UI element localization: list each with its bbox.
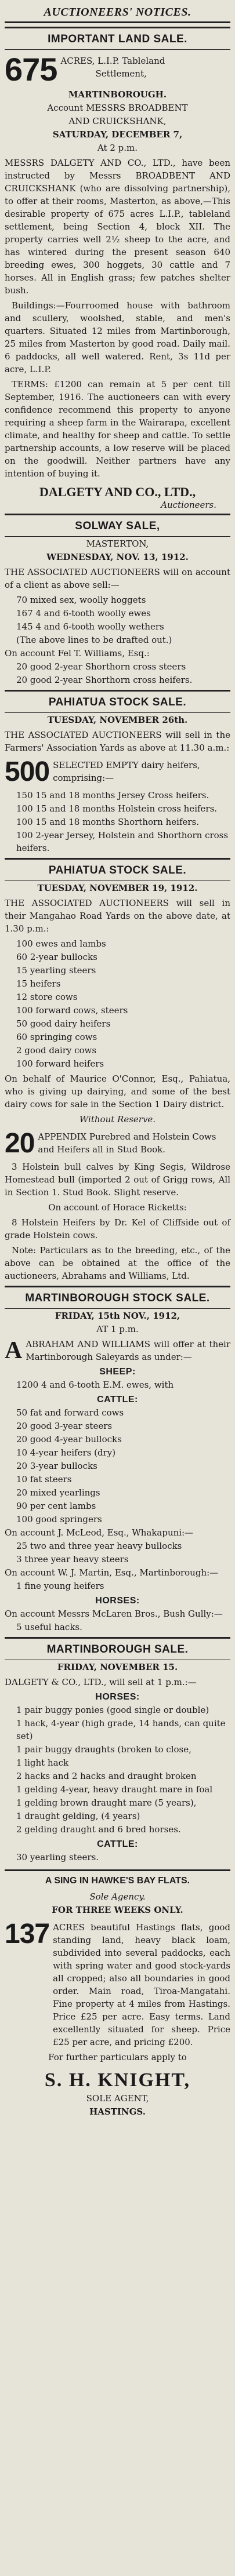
pahiatua2-item: 60 2-year bullocks bbox=[16, 952, 97, 962]
hawkes-lead bbox=[5, 1920, 230, 2049]
hawkes-town: HASTINGS. bbox=[89, 2106, 146, 2117]
pahiatua2-item: 50 good dairy heifers bbox=[16, 1018, 111, 1029]
martin2-horse-item: 1 hack, 4-year (high grade, 14 hands, can quite set) bbox=[16, 1718, 226, 1741]
pahiatua2-item: 100 forward cows, steers bbox=[16, 1005, 128, 1016]
solway-item: (The above lines to be drafted out.) bbox=[16, 635, 172, 645]
important-lead-text bbox=[60, 53, 165, 80]
martin1-sheep-label: SHEEP: bbox=[99, 1367, 136, 1377]
martin2-horse-item: 1 light hack bbox=[16, 1758, 69, 1768]
martin1-cattle-item: On account J. McLeod, Esq., Whakapuni:— bbox=[5, 1527, 194, 1538]
important-banner: IMPORTANT LAND SALE. bbox=[5, 27, 230, 50]
martin1-date: FRIDAY, 15th NOV., 1912, bbox=[55, 1311, 180, 1321]
martin1-cattle-item: 3 three year heavy steers bbox=[16, 1554, 129, 1564]
martin1-cattle-label: CATTLE: bbox=[97, 1395, 138, 1405]
important-body-1: MESSRS DALGETY AND CO., LTD., have been instructed by Messrs BROADBENT AND CRUICKSHANK (who are dissolving partnership), to offer at their rooms, Masterton, as above,—This desirable property of 675 acres L.I.P., tableland settlement, being Section 4, block XII. The property carries well 2½ sheep to the acre, and has wintered during the present season 640 breeding ewes, 300 hoggets, 30 cattle and 7 horses. All in English grass; few patches shelter bush. bbox=[5, 158, 230, 296]
hawkes-sole: Sole Agency. bbox=[89, 1891, 146, 1902]
martin2-horse-item: 1 draught gelding, (4 years) bbox=[16, 1811, 140, 1821]
pahiatua2-append-number: 20 bbox=[5, 1128, 35, 1159]
martin1-horses-label: HORSES: bbox=[95, 1596, 140, 1606]
pahiatua2-item: 15 heifers bbox=[16, 978, 61, 989]
pahiatua2-append-item: On account of Horace Ricketts: bbox=[48, 1202, 187, 1213]
martin2-horse-item: 2 gelding draught and 6 bred horses. bbox=[16, 1824, 181, 1835]
martin2-horse-item: 1 pair buggy ponies (good single or double) bbox=[16, 1705, 209, 1715]
martin1-cattle-item: On account W. J. Martin, Esq., Martinborough:— bbox=[5, 1567, 219, 1578]
page-title: AUCTIONEERS' NOTICES. bbox=[5, 2, 230, 23]
martin1-horse-item: 5 useful hacks. bbox=[16, 1622, 82, 1632]
pahiatua1-big-text: SELECTED EMPTY dairy heifers, comprising:— bbox=[53, 760, 200, 783]
pahiatua1-item: 100 2-year Jersey, Holstein and Shorthorn cross heifers. bbox=[16, 830, 229, 853]
martin2-horse-item: 1 gelding brown draught mare (5 years), bbox=[16, 1798, 197, 1808]
pahiatua2-append-text: APPENDIX Purebred and Holstein Cows and Heifers all in Stud Book. bbox=[38, 1131, 216, 1155]
martin1-cattle-item: 50 fat and forward cows bbox=[16, 1407, 124, 1418]
pahiatua2-note: Note: Particulars as to the breeding, etc., of the above can be obtained at the office of the auctioneers, Abrahams and Williams, Ltd. bbox=[5, 1245, 230, 1281]
dropcap-a: A bbox=[5, 1337, 23, 1364]
pahiatua2-item: 15 yearling steers bbox=[16, 965, 96, 976]
important-body-2: Buildings:—Fourroomed house with bathroom and scullery, woolshed, stable, and men's quarters. Situated 12 miles from Martinborough, 25 miles from Masterton by good road. Daily mail. 6 paddocks, all well watered. Rent, 3s 11d per acre, L.I.P. bbox=[5, 300, 230, 374]
martin1-cattle-item: 20 good 4-year bullocks bbox=[16, 1434, 122, 1445]
solway-item: 145 4 and 6-tooth woolly wethers bbox=[16, 621, 164, 632]
pahiatua1-date: TUESDAY, NOVEMBER 26th. bbox=[47, 715, 188, 725]
pahiatua1-item: 100 15 and 18 months Shorthorn heifers. bbox=[16, 817, 200, 827]
martin1-time: AT 1 p.m. bbox=[96, 1324, 139, 1334]
pahiatua2-without-reserve: Without Reserve. bbox=[79, 1114, 156, 1125]
hawkes-big-number: 137 bbox=[5, 1919, 50, 1949]
important-company: DALGETY AND CO., LTD., bbox=[39, 485, 196, 499]
lead-line: Account MESSRS BROADBENT bbox=[47, 103, 188, 113]
lead-line: Settlement, bbox=[95, 68, 147, 79]
lead-line: MARTINBOROUGH. bbox=[68, 89, 167, 100]
martin1-sheep-item: 1200 4 and 6-tooth E.M. ewes, with bbox=[16, 1380, 174, 1390]
hawkes-further: For further particulars apply to bbox=[48, 2052, 187, 2062]
important-body-3: TERMS: £1200 can remain at 5 per cent till September, 1916. The auctioneers can with every confidence recommend this property to anyone requiring a sheep farm in the Wairarapa, excellent climate, and healthy for sheep and cattle. To settle partnership accounts, a low reserve will be placed on the goodwill. Neither partners have any intention of buying it. bbox=[5, 379, 230, 479]
martin1-cattle-item: 90 per cent lambs bbox=[16, 1501, 96, 1511]
hawkes-agent: S. H. KNIGHT, bbox=[44, 2069, 191, 2091]
lead-line: AND CRUICKSHANK, bbox=[68, 116, 167, 126]
lead-line: At 2 p.m. bbox=[97, 143, 138, 153]
martin1-cattle-item: 20 mixed yearlings bbox=[16, 1487, 100, 1498]
pahiatua2-item-long: On behalf of Maurice O'Connor, Esq., Pahiatua, who is giving up dairying, and some of the best dairy cows for sale in the Section 1 Dairy district. bbox=[5, 1074, 230, 1109]
hawkes-weeks: FOR THREE WEEKS ONLY. bbox=[52, 1905, 183, 1915]
important-big-number: 675 bbox=[5, 51, 57, 88]
martin1-horse-item: On account Messrs McLaren Bros., Bush Gully:— bbox=[5, 1609, 223, 1619]
martin2-horse-item: 2 hacks and 2 hacks and draught broken bbox=[16, 1771, 197, 1781]
martin2-horse-item: 1 gelding 4-year, heavy draught mare in foal bbox=[16, 1784, 213, 1795]
pahiatua1-item: 100 15 and 18 months Holstein cross heifers. bbox=[16, 803, 218, 814]
important-lead bbox=[5, 53, 230, 86]
pahiatua2-item: 60 springing cows bbox=[16, 1032, 97, 1042]
pahiatua1-intro: THE ASSOCIATED AUCTIONEERS will sell in the Farmers' Association Yards as above at 11.30 a.m.: bbox=[5, 730, 230, 753]
martin2-intro: DALGETY & CO., LTD., will sell at 1 p.m.:— bbox=[5, 1677, 197, 1687]
pahiatua1-lead bbox=[5, 758, 230, 787]
martin2-date: FRIDAY, NOVEMBER 15. bbox=[57, 1662, 178, 1672]
solway-account: On account Fel T. Williams, Esq.: bbox=[5, 648, 150, 658]
solway-acc-item: 20 good 2-year Shorthorn cross heifers. bbox=[16, 675, 193, 685]
pahiatua2-item: 100 forward heifers bbox=[16, 1058, 104, 1069]
solway-heading: SOLWAY SALE, bbox=[5, 514, 230, 537]
martin2-heading: MARTINBOROUGH SALE. bbox=[5, 1637, 230, 1660]
pahiatua1-heading: PAHIATUA STOCK SALE. bbox=[5, 690, 230, 713]
martin1-heading: MARTINBOROUGH STOCK SALE. bbox=[5, 1286, 230, 1309]
lead-line: SATURDAY, DECEMBER 7, bbox=[52, 129, 183, 140]
martin1-cattle-item: 10 4-year heifers (dry) bbox=[16, 1447, 116, 1458]
hawkes-agent-sub: SOLE AGENT, bbox=[86, 2093, 149, 2104]
solway-date: WEDNESDAY, NOV. 13, 1912. bbox=[46, 552, 189, 562]
martin2-horses-label: HORSES: bbox=[95, 1692, 140, 1702]
pahiatua2-append-item: 3 Holstein bull calves by King Segis, Wildrose Homestead bull (imported 2 out of Grigg rows, All in Section 1. Stud Book. Slight reserve. bbox=[5, 1162, 230, 1198]
solway-intro: THE ASSOCIATED AUCTIONEERS will on account of a client as above sell:— bbox=[5, 567, 230, 590]
martin1-intro bbox=[5, 1338, 230, 1363]
solway-acc-item: 20 good 2-year Shorthorn cross steers bbox=[16, 661, 186, 672]
solway-item: 167 4 and 6-tooth woolly ewes bbox=[16, 608, 151, 618]
pahiatua2-intro: THE ASSOCIATED AUCTIONEERS will sell in their Mangahao Road Yards on the above date, at 1.30 p.m.: bbox=[5, 898, 230, 934]
pahiatua2-item: 2 good dairy cows bbox=[16, 1045, 97, 1056]
martin1-cattle-item: 20 good 3-year steers bbox=[16, 1421, 113, 1431]
pahiatua2-item: 100 ewes and lambs bbox=[16, 938, 106, 949]
pahiatua2-append-item: 8 Holstein Heifers by Dr. Kel of Cliffside out of grade Holstein cows. bbox=[5, 1217, 230, 1240]
martin1-intro-text: ABRAHAM AND WILLIAMS will offer at their Martinborough Saleyards as under:— bbox=[26, 1339, 230, 1362]
martin1-cattle-item: 10 fat steers bbox=[16, 1474, 72, 1485]
pahiatua2-item: 12 store cows bbox=[16, 992, 78, 1002]
martin2-cattle-item: 30 yearling steers. bbox=[16, 1852, 99, 1862]
pahiatua2-heading: PAHIATUA STOCK SALE. bbox=[5, 858, 230, 881]
hawkes-heading: A SING IN HAWKE'S BAY FLATS. bbox=[5, 1869, 230, 1890]
martin1-cattle-item: 100 good springers bbox=[16, 1514, 102, 1525]
pahiatua1-item: 150 15 and 18 months Jersey Cross heifers. bbox=[16, 790, 209, 801]
martin2-cattle-label: CATTLE: bbox=[97, 1839, 138, 1849]
martin1-cattle-item: 1 fine young heifers bbox=[16, 1581, 104, 1591]
important-company-sub: Auctioneers. bbox=[161, 500, 216, 510]
hawkes-text: ACRES beautiful Hastings flats, good standing land, heavy black loam, subdivided into several paddocks, each with spring water and good stock-yards all cropped; also all boundaries in good order. Main road, Tiroa-Mangatahi. Fine property at 4 miles from Hastings. Price £25 per acre. Easy terms. Land excellently situated for sheep. Price £25 per acre, and pricing £200. bbox=[53, 1922, 230, 2047]
martin1-cattle-item: 25 two and three year heavy bullocks bbox=[16, 1541, 182, 1551]
pahiatua2-date: TUESDAY, NOVEMBER 19, 1912. bbox=[37, 883, 198, 893]
lead-line: ACRES, L.I.P. Tableland bbox=[60, 56, 165, 66]
solway-place: MASTERTON, bbox=[86, 539, 149, 549]
pahiatua1-big-number: 500 bbox=[5, 756, 50, 787]
martin2-horse-item: 1 pair buggy draughts (broken to close, bbox=[16, 1744, 191, 1755]
pahiatua2-append bbox=[5, 1129, 230, 1158]
solway-item: 70 mixed sex, woolly hoggets bbox=[16, 595, 146, 605]
martin1-cattle-item: 20 3-year bullocks bbox=[16, 1461, 97, 1471]
